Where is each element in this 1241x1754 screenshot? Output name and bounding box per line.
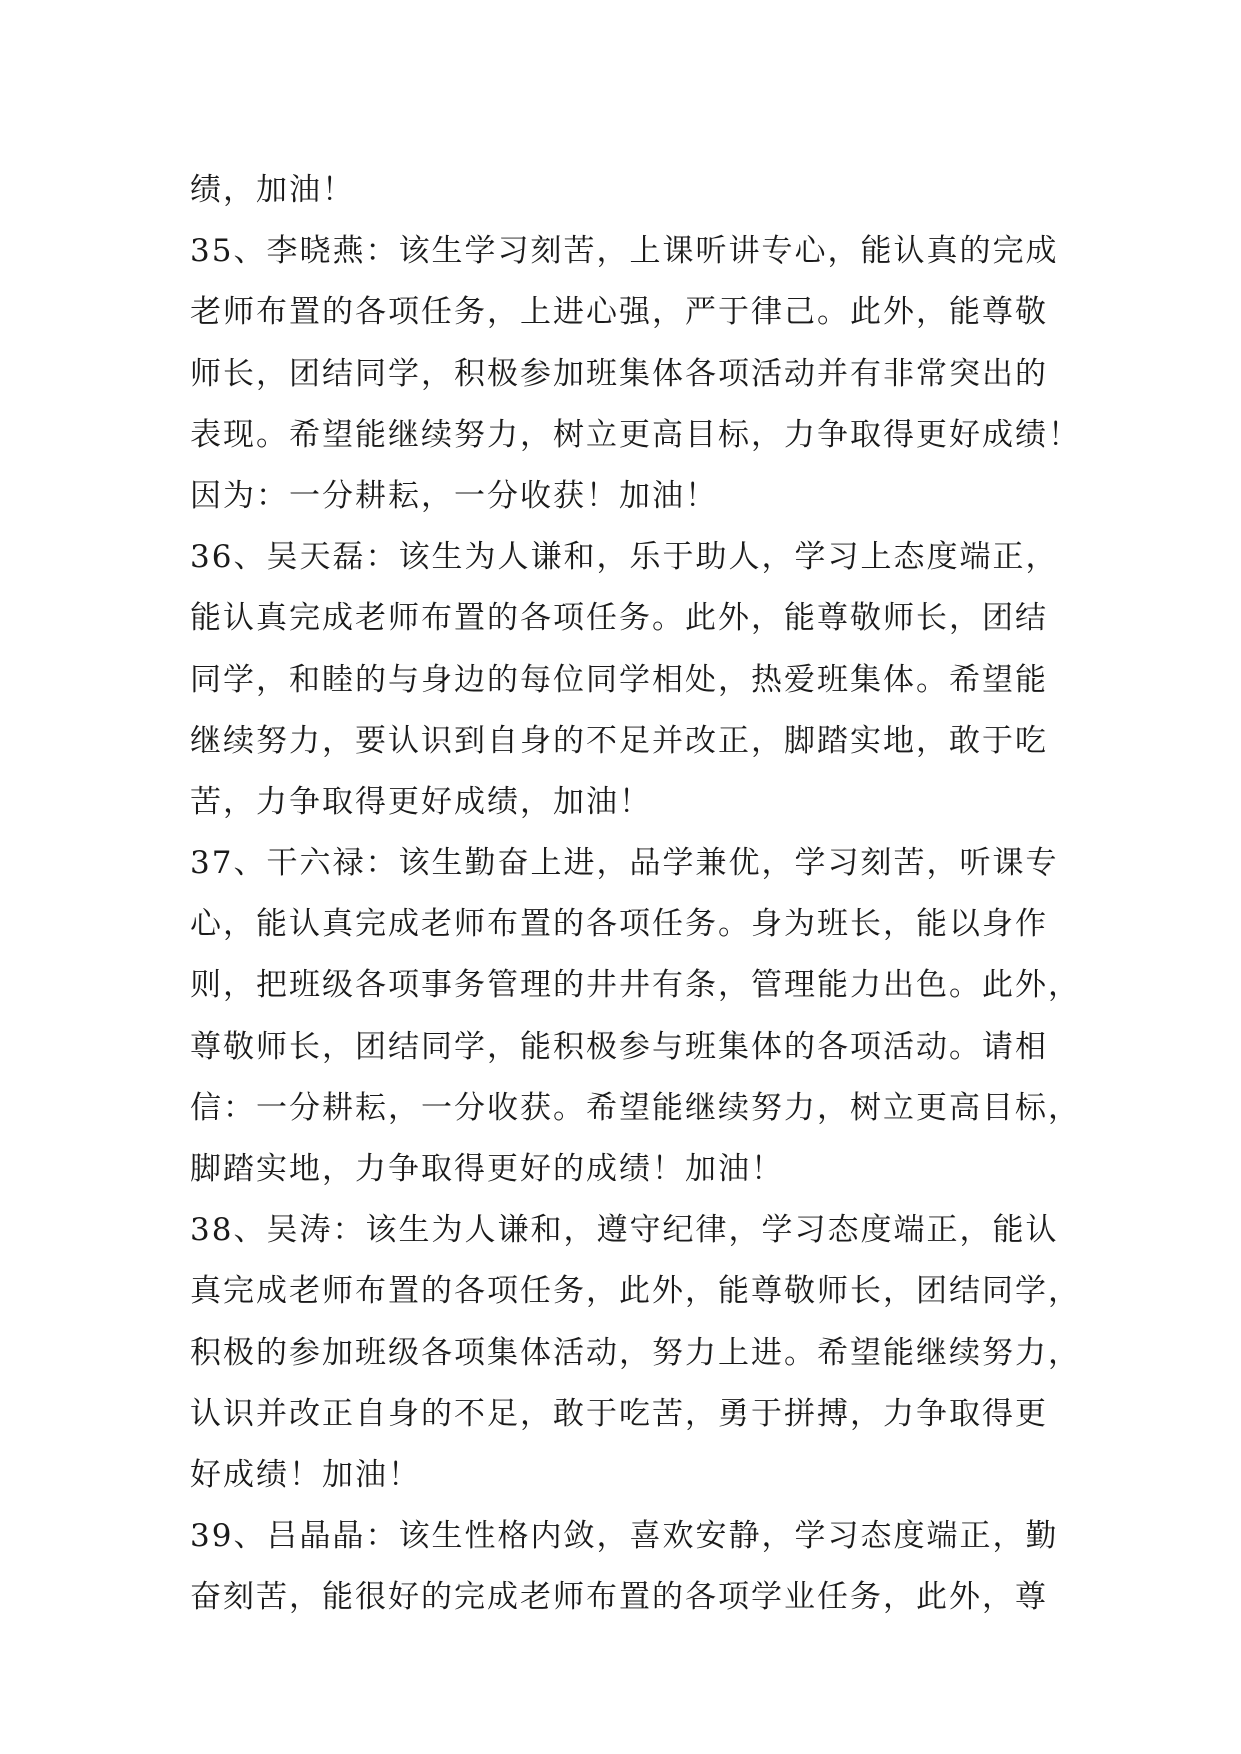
text-line: 积极的参加班级各项集体活动，努力上进。希望能继续努力，: [190, 1334, 1081, 1371]
text-line: 35、李晓燕：该生学习刻苦，上课听讲专心，能认真的完成: [190, 233, 1059, 270]
text-line: 老师布置的各项任务，上进心强，严于律己。此外，能尊敬: [190, 294, 1048, 331]
text-line: 心，能认真完成老师布置的各项任务。身为班长，能以身作: [190, 906, 1048, 943]
comment-text-body: [190, 160, 1081, 1629]
text-line: 38、吴涛：该生为人谦和，遵守纪律，学习态度端正，能认: [190, 1212, 1059, 1249]
text-line: 脚踏实地，力争取得更好的成绩！加油！: [190, 1151, 784, 1187]
text-line: 认识并改正自身的不足，敢于吃苦，勇于拼搏，力争取得更: [190, 1395, 1048, 1432]
text-line: 37、干六禄：该生勤奋上进，品学兼优，学习刻苦，听课专: [190, 845, 1059, 882]
text-line: 能认真完成老师布置的各项任务。此外，能尊敬师长，团结: [190, 600, 1048, 637]
text-line: 真完成老师布置的各项任务，此外，能尊敬师长，团结同学，: [190, 1273, 1081, 1310]
text-line: 表现。希望能继续努力，树立更高目标，力争取得更好成绩！: [190, 416, 1081, 453]
text-line: 师长，团结同学，积极参加班集体各项活动并有非常突出的: [190, 355, 1048, 392]
text-line: 苦，力争取得更好成绩，加油！: [190, 783, 652, 820]
text-line: 绩，加油！: [190, 172, 355, 208]
text-line: 39、吕晶晶：该生性格内敛，喜欢安静，学习态度端正，勤: [190, 1518, 1059, 1555]
text-line: 则，把班级各项事务管理的井井有条，管理能力出色。此外，: [190, 967, 1081, 1004]
text-line: 因为：一分耕耘，一分收获！加油！: [190, 477, 718, 514]
text-line: 继续努力，要认识到自身的不足并改正，脚踏实地，敢于吃: [190, 722, 1048, 759]
text-line: 尊敬师长，团结同学，能积极参与班集体的各项活动。请相: [190, 1028, 1048, 1065]
text-line: 奋刻苦，能很好的完成老师布置的各项学业任务，此外，尊: [190, 1579, 1048, 1616]
text-line: 同学，和睦的与身边的每位同学相处，热爱班集体。希望能: [190, 661, 1048, 698]
text-line: 好成绩！加油！: [190, 1456, 421, 1493]
text-line: 36、吴天磊：该生为人谦和，乐于助人，学习上态度端正，: [190, 539, 1059, 576]
text-line: 信：一分耕耘，一分收获。希望能继续努力，树立更高目标，: [190, 1089, 1081, 1126]
